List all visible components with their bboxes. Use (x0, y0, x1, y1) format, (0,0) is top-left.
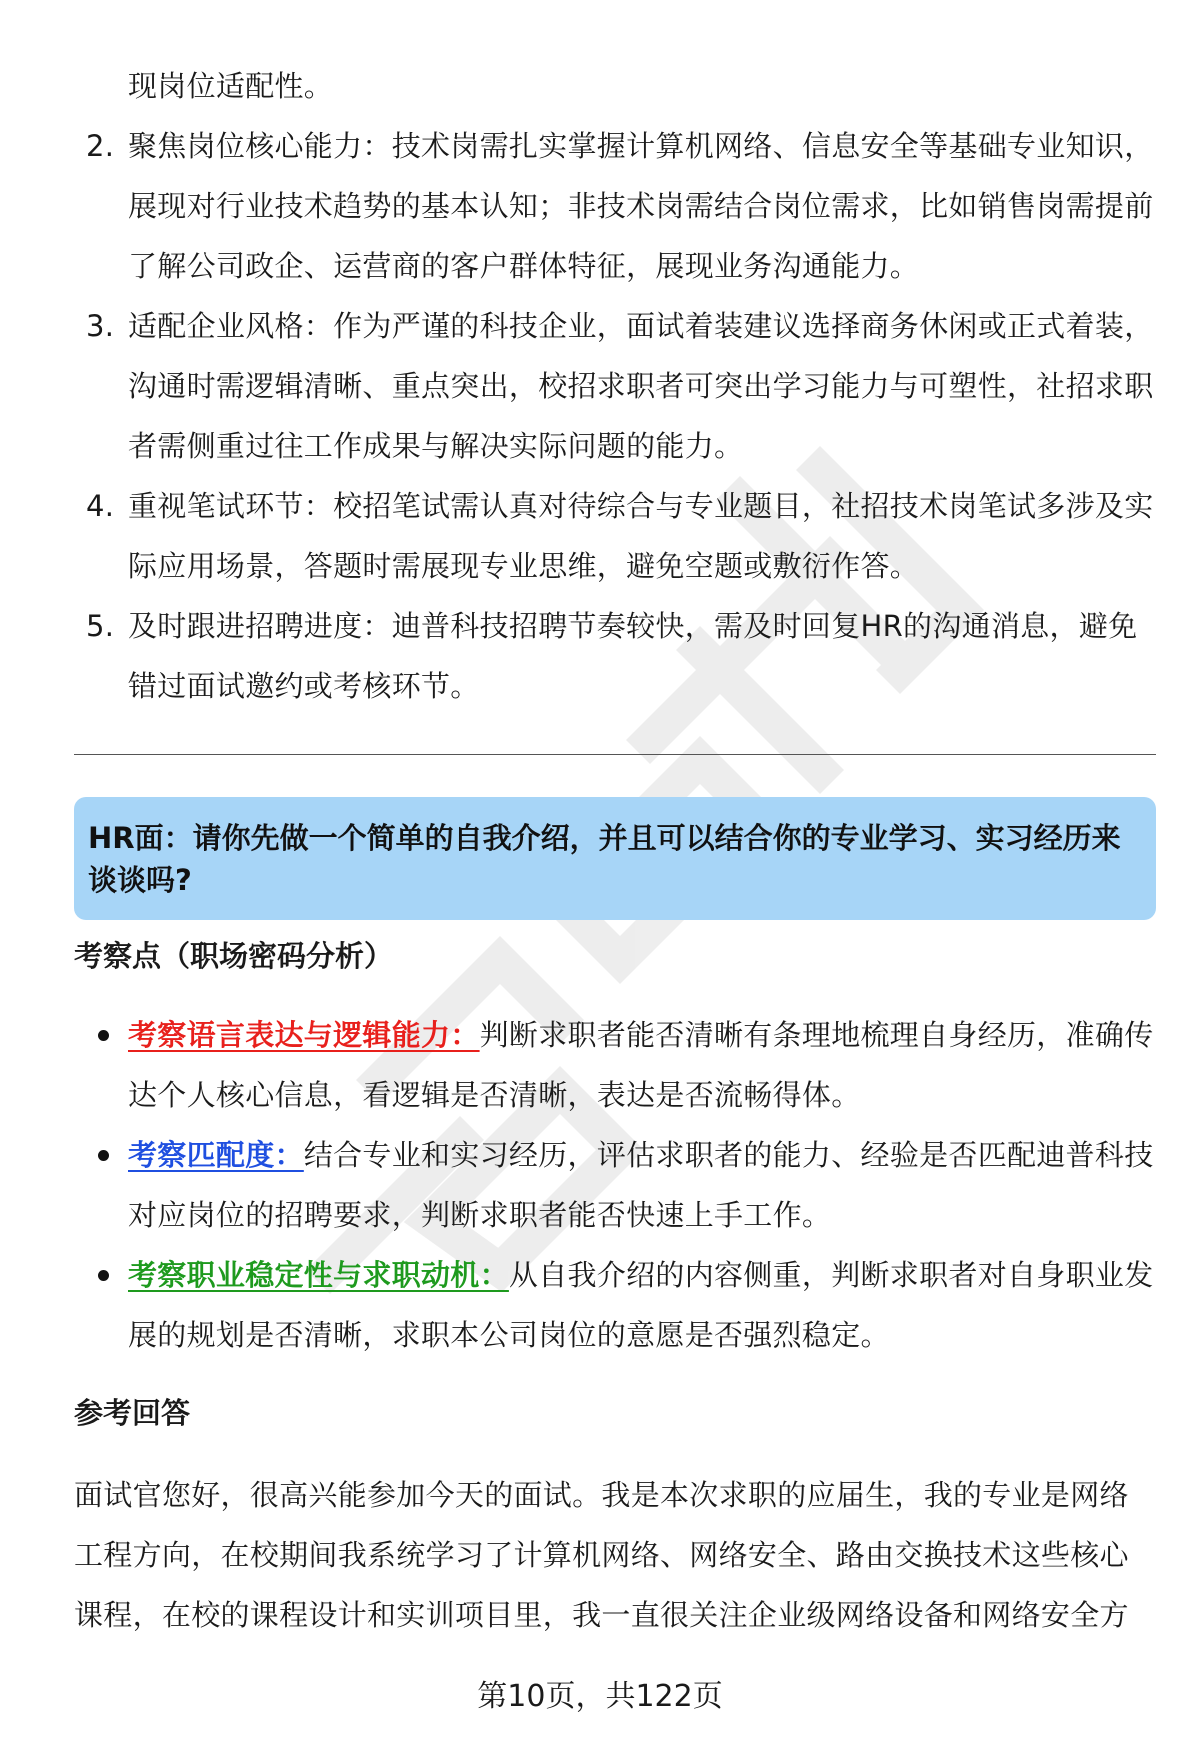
list-item (74, 596, 1154, 716)
analysis-heading: 考察点（职场密码分析） (74, 939, 394, 973)
answer-paragraph: 面试官您好，很高兴能参加今天的面试。我是本次求职的应届生，我的专业是网络工程方向，在校期间我系统学习了计算机网络、网络安全、路由交换技术这些核心课程，在校的课程设计和实训项目里，我一直很关注企业级网络设备和网络安全方 (74, 1478, 1129, 1632)
list-item (74, 56, 1154, 116)
analysis-text: 判断求职者能否清晰有条理地梳理自身经历，准确传达个人核心信息，看逻辑是否清晰，表达是否流畅得体。 (128, 1018, 1154, 1112)
bullet-icon (98, 1270, 109, 1281)
bullet-icon (98, 1150, 109, 1161)
numbered-list (74, 56, 1154, 716)
analysis-list (74, 1005, 1156, 1365)
list-item-text: 及时跟进招聘进度：迪普科技招聘节奏较快，需及时回复HR的沟通消息，避免错过面试邀约或考核环节。 (128, 609, 1138, 703)
analysis-text: 结合专业和实习经历，评估求职者的能力、经验是否匹配迪普科技对应岗位的招聘要求，判断求职者能否快速上手工作。 (128, 1138, 1154, 1232)
list-item-text: 聚焦岗位核心能力：技术岗需扎实掌握计算机网络、信息安全等基础专业知识，展现对行业技术趋势的基本认知；非技术岗需结合岗位需求，比如销售岗需提前了解公司政企、运营商的客户群体特征，展现业务沟通能力。 (128, 129, 1154, 283)
list-number: 4. (86, 489, 115, 523)
list-number: 5. (86, 609, 115, 643)
list-number: 2. (86, 129, 115, 163)
analysis-item (74, 1005, 1156, 1125)
question-text: HR面：请你先做一个简单的自我介绍，并且可以结合你的专业学习、实习经历来谈谈吗? (88, 821, 1121, 897)
analysis-item (74, 1125, 1156, 1245)
analysis-keyword: 考察语言表达与逻辑能力： (128, 1018, 480, 1052)
analysis-text: 从自我介绍的内容侧重，判断求职者对自身职业发展的规划是否清晰，求职本公司岗位的意愿是否强烈稳定。 (128, 1258, 1154, 1352)
question-box (74, 797, 1156, 920)
list-item-text: 适配企业风格：作为严谨的科技企业，面试着装建议选择商务休闲或正式着装，沟通时需逻辑清晰、重点突出，校招求职者可突出学习能力与可塑性，社招求职者需侧重过往工作成果与解决实际问题的能力。 (128, 309, 1154, 463)
list-item-text: 重视笔试环节：校招笔试需认真对待综合与专业题目，社招技术岗笔试多涉及实际应用场景，答题时需展现专业思维，避免空题或敷衍作答。 (128, 489, 1154, 583)
list-item (74, 296, 1154, 476)
list-item (74, 476, 1154, 596)
list-number: 3. (86, 309, 115, 343)
bullet-icon (98, 1030, 109, 1041)
analysis-item (74, 1245, 1156, 1365)
list-item (74, 116, 1154, 296)
list-item-text: 现岗位适配性。 (128, 69, 334, 103)
answer-heading: 参考回答 (74, 1396, 191, 1430)
horizontal-divider (74, 754, 1156, 755)
analysis-keyword: 考察职业稳定性与求职动机： (128, 1258, 509, 1292)
analysis-keyword: 考察匹配度： (128, 1138, 304, 1172)
page-number: 第10页，共122页 (477, 1679, 723, 1714)
